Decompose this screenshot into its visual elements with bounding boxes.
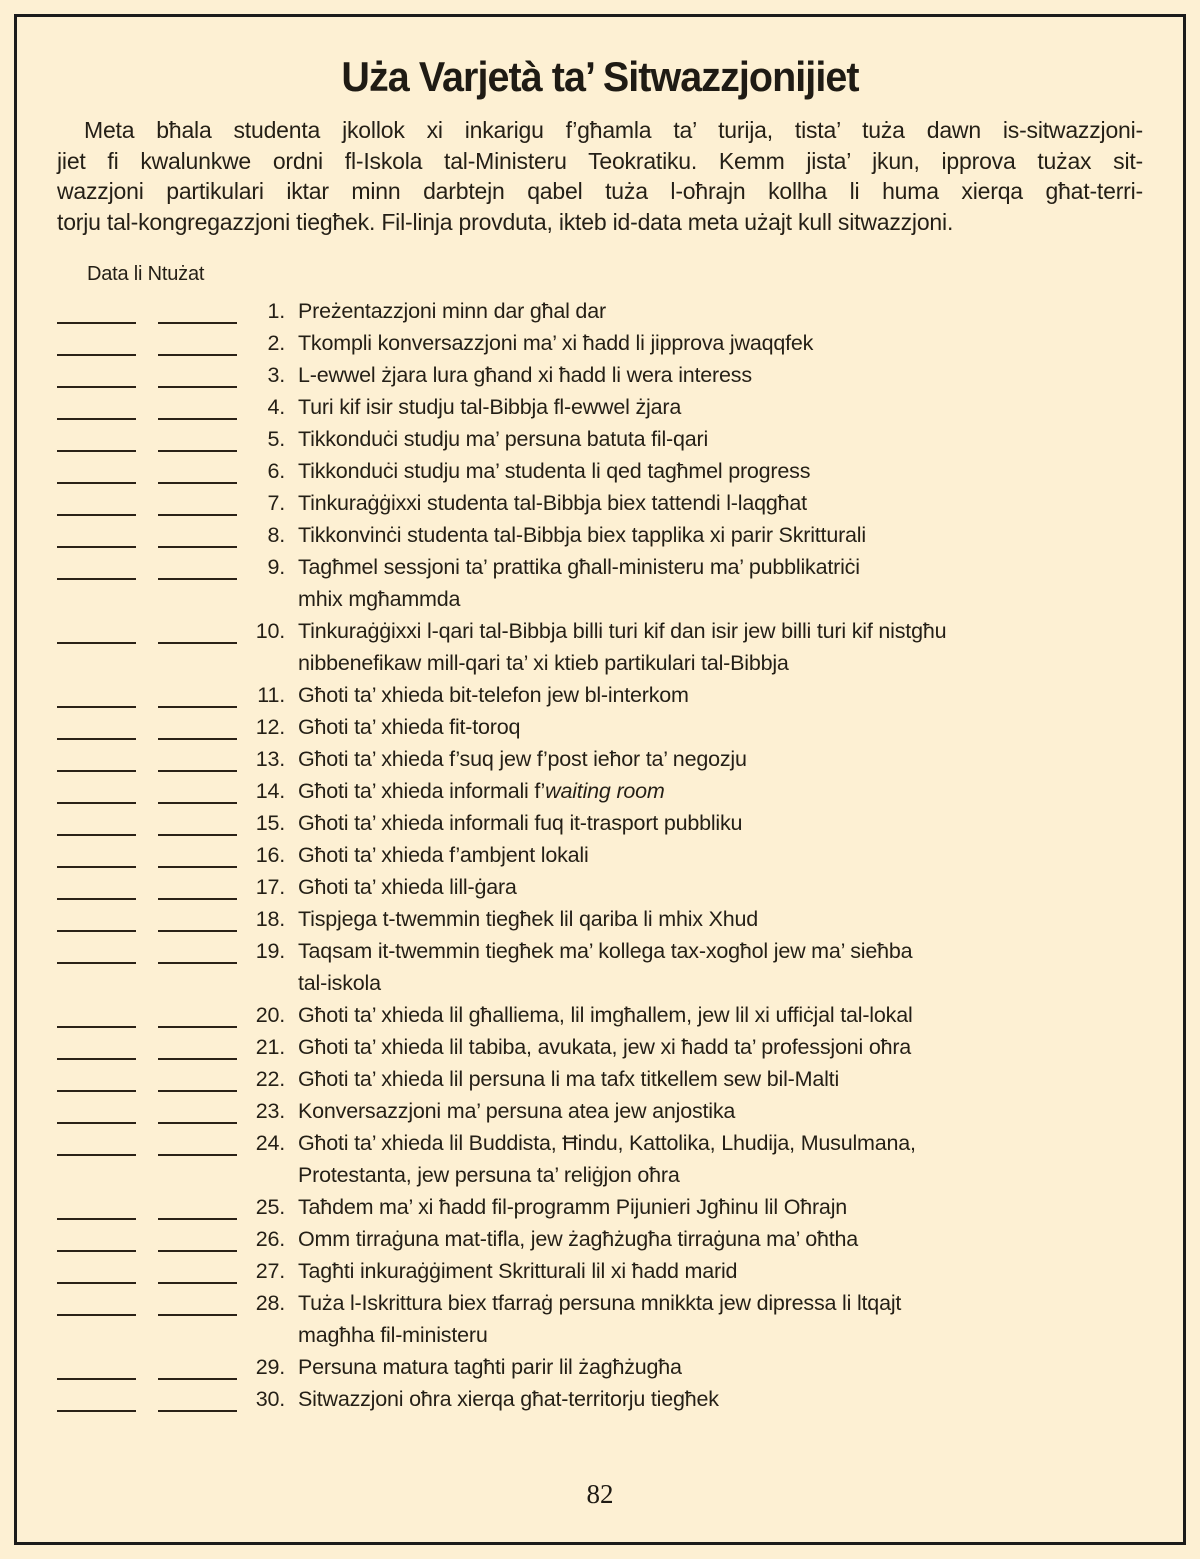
date-blanks: [57, 519, 237, 548]
item-number: 25.: [255, 1195, 285, 1219]
date-blank-line-1[interactable]: [57, 1095, 136, 1124]
date-blank-line-2[interactable]: [158, 295, 237, 324]
date-blank-line-2[interactable]: [158, 871, 237, 900]
date-blank-line-1[interactable]: [57, 1255, 136, 1284]
date-blank-line-2[interactable]: [158, 711, 237, 740]
item-text-main: Għoti ta’ xhieda f’suq jew f’post ieħor ta’ negozju: [298, 747, 747, 771]
situations-list: [57, 295, 1143, 1415]
date-blanks: [57, 551, 237, 580]
list-item: [57, 455, 1143, 487]
item-number: 20.: [255, 1003, 285, 1027]
date-blanks: [57, 391, 237, 420]
date-blank-line-2[interactable]: [158, 1351, 237, 1380]
date-blanks: [57, 775, 237, 804]
list-item: [57, 1095, 1143, 1127]
item-text-main: Għoti ta’ xhieda bit-telefon jew bl-interkom: [298, 683, 689, 707]
item-number: 17.: [255, 875, 285, 899]
item-number: 11.: [257, 683, 285, 707]
item-number: 29.: [255, 1355, 285, 1379]
date-blank-line-2[interactable]: [158, 935, 237, 964]
date-blank-line-1[interactable]: [57, 871, 136, 900]
intro-line: torju tal-kongregazzjoni tiegħek. Fil-linja provduta, ikteb id-data meta użajt kull sitwazzjoni.: [57, 208, 954, 235]
intro-line: wazzjoni partikulari iktar minn darbtejn qabel tuża l-oħrajn kollha li huma xierqa għat-terri-: [57, 178, 1143, 204]
item-text: [298, 359, 1143, 391]
list-item: [57, 839, 1143, 871]
item-text-continuation: magħha fil-ministeru: [298, 1323, 488, 1347]
item-text: [298, 423, 1143, 455]
item-text-main: Tinkuraġġixxi studenta tal-Bibbja biex tattendi l-laqgħat: [298, 491, 807, 515]
date-blanks: [57, 1287, 237, 1316]
list-item: [57, 1191, 1143, 1223]
item-number: 12.: [255, 715, 285, 739]
item-number: 22.: [255, 1067, 285, 1091]
page-border-frame: [14, 14, 1186, 1545]
date-blank-line-1[interactable]: [57, 1063, 136, 1092]
item-number: 26.: [255, 1227, 285, 1251]
date-blanks: [57, 743, 237, 772]
item-text-main: Omm tirraġuna mat-tifla, jew żagħżugħa tirraġuna ma’ oħtha: [298, 1227, 859, 1251]
item-number: 13.: [255, 747, 285, 771]
date-blank-line-2[interactable]: [158, 391, 237, 420]
date-blank-line-2[interactable]: [158, 615, 237, 644]
date-blank-line-2[interactable]: [158, 1095, 237, 1124]
date-blanks: [57, 999, 237, 1028]
list-item: [57, 327, 1143, 359]
date-blank-line-1[interactable]: [57, 679, 136, 708]
item-number: 15.: [255, 811, 285, 835]
date-blank-line-1[interactable]: [57, 391, 136, 420]
date-blank-line-2[interactable]: [158, 743, 237, 772]
column-header: Data li Ntużat: [87, 263, 205, 285]
item-number: 30.: [255, 1387, 285, 1411]
item-number: 5.: [267, 427, 285, 451]
date-blank-line-1[interactable]: [57, 1127, 136, 1156]
date-blanks: [57, 1031, 237, 1060]
date-blanks: [57, 1095, 237, 1124]
date-blank-line-1[interactable]: [57, 1383, 136, 1412]
item-text-main: Għoti ta’ xhieda lil għalliema, lil imgħallem, jew lil xi uffiċjal tal-lokal: [298, 1003, 913, 1027]
date-blank-line-1[interactable]: [57, 327, 136, 356]
item-text: [298, 295, 1143, 327]
list-item: [57, 871, 1143, 903]
item-text: [298, 807, 1143, 839]
date-blank-line-1[interactable]: [57, 519, 136, 548]
date-blank-line-2[interactable]: [158, 487, 237, 516]
date-blank-line-1[interactable]: [57, 423, 136, 452]
date-blank-line-2[interactable]: [158, 839, 237, 868]
list-item: [57, 1127, 1143, 1191]
item-text: [298, 551, 1143, 615]
date-blanks: [57, 295, 237, 324]
list-item: [57, 295, 1143, 327]
item-text-continuation: nibbenefikaw mill-qari ta’ xi ktieb partikulari tal-Bibbja: [298, 651, 789, 675]
list-item: [57, 743, 1143, 775]
item-text-main: Taqsam it-twemmin tiegħek ma’ kollega tax-xogħol jew ma’ sieħba: [298, 939, 913, 963]
page-title: Uża Varjetà ta’ Sitwazzjonijiet: [341, 53, 859, 100]
date-blanks: [57, 839, 237, 868]
item-number: 3.: [267, 363, 285, 387]
date-blank-line-1[interactable]: [57, 295, 136, 324]
date-blanks: [57, 679, 237, 708]
item-text-main: Tagħti inkuraġġiment Skritturali lil xi ħadd marid: [298, 1259, 738, 1283]
date-blank-line-2[interactable]: [158, 1031, 237, 1060]
date-blank-line-2[interactable]: [158, 1127, 237, 1156]
date-blanks: [57, 1191, 237, 1220]
item-text: [298, 999, 1143, 1031]
item-text-main: Konversazzjoni ma’ persuna atea jew anjostika: [298, 1099, 736, 1123]
date-blank-line-2[interactable]: [158, 775, 237, 804]
item-text: [298, 1383, 1143, 1415]
date-blank-line-1[interactable]: [57, 711, 136, 740]
date-blank-line-1[interactable]: [57, 487, 136, 516]
item-text: [298, 327, 1143, 359]
date-blank-line-2[interactable]: [158, 359, 237, 388]
item-text: [298, 1255, 1143, 1287]
date-blank-line-2[interactable]: [158, 679, 237, 708]
date-blank-line-1[interactable]: [57, 1351, 136, 1380]
date-blanks: [57, 711, 237, 740]
intro-line: jiet fi kwalunkwe ordni fl-Iskola tal-Ministeru Teokratiku. Kemm jista’ jkun, ipprova tużax sit-: [57, 147, 1143, 174]
item-number: 18.: [255, 907, 285, 931]
item-text: [298, 455, 1143, 487]
list-item: [57, 1031, 1143, 1063]
item-number: 16.: [255, 843, 285, 867]
list-item: [57, 711, 1143, 743]
date-blanks: [57, 1255, 237, 1284]
date-blanks: [57, 455, 237, 484]
item-number: 24.: [255, 1131, 285, 1155]
item-text: [298, 615, 1143, 679]
item-text-main: Tkompli konversazzjoni ma’ xi ħadd li jipprova jwaqqfek: [298, 331, 814, 355]
list-item: [57, 1063, 1143, 1095]
date-blanks: [57, 871, 237, 900]
item-number: 1.: [267, 299, 285, 323]
item-number: 27.: [255, 1259, 285, 1283]
date-blanks: [57, 903, 237, 932]
item-text-main: Għoti ta’ xhieda lil Buddista, Ħindu, Kattolika, Lhudija, Musulmana,: [298, 1131, 916, 1155]
item-text: [298, 775, 1143, 807]
date-blank-line-1[interactable]: [57, 903, 136, 932]
item-text-main: Għoti ta’ xhieda fit-toroq: [298, 715, 521, 739]
list-item: [57, 1351, 1143, 1383]
list-item: [57, 1255, 1143, 1287]
item-text-continuation: tal-iskola: [298, 971, 381, 995]
item-text: [298, 1095, 1143, 1127]
date-blank-line-2[interactable]: [158, 519, 237, 548]
item-text-main: Preżentazzjoni minn dar għal dar: [298, 299, 606, 323]
date-blanks: [57, 1063, 237, 1092]
item-text-main: Tikkonduċi studju ma’ studenta li qed tagħmel progress: [298, 459, 811, 483]
item-text-main: Tispjega t-twemmin tiegħek lil qariba li mhix Xhud: [298, 907, 759, 931]
date-blanks: [57, 1383, 237, 1412]
item-text-main: Sitwazzjoni oħra xierqa għat-territorju tiegħek: [298, 1387, 719, 1411]
date-blank-line-1[interactable]: [57, 615, 136, 644]
date-blank-line-1[interactable]: [57, 839, 136, 868]
date-blank-line-2[interactable]: [158, 807, 237, 836]
item-text-main: Għoti ta’ xhieda f’ambjent lokali: [298, 843, 589, 867]
date-blanks: [57, 935, 237, 964]
item-text-main: Tuża l-Iskrittura biex tfarraġ persuna mnikkta jew dipressa li ltqajt: [298, 1291, 902, 1315]
item-number: 4.: [267, 395, 285, 419]
list-item: [57, 903, 1143, 935]
item-number: 28.: [255, 1291, 285, 1315]
list-item: [57, 807, 1143, 839]
list-item: [57, 999, 1143, 1031]
item-text-continuation: mhix mgħammda: [298, 587, 461, 611]
date-blanks: [57, 359, 237, 388]
list-item: [57, 391, 1143, 423]
date-blank-line-2[interactable]: [158, 1223, 237, 1252]
date-blank-line-1[interactable]: [57, 1287, 136, 1316]
date-blank-line-2[interactable]: [158, 903, 237, 932]
item-number: 2.: [267, 331, 285, 355]
date-blank-line-1[interactable]: [57, 999, 136, 1028]
item-text-main: Għoti ta’ xhieda informali fuq it-trasport pubbliku: [298, 811, 743, 835]
list-item: [57, 615, 1143, 679]
date-blanks: [57, 1127, 237, 1156]
date-blank-line-1[interactable]: [57, 935, 136, 964]
date-blank-line-2[interactable]: [158, 1255, 237, 1284]
item-text-main: Persuna matura tagħti parir lil żagħżugħa: [298, 1355, 682, 1379]
item-text-main: Tinkuraġġixxi l-qari tal-Bibbja billi turi kif dan isir jew billi turi kif nistgħu: [298, 619, 947, 643]
list-item: [57, 359, 1143, 391]
list-item: [57, 423, 1143, 455]
date-blank-line-2[interactable]: [158, 1287, 237, 1316]
item-text: [298, 391, 1143, 423]
item-text-main: Taħdem ma’ xi ħadd fil-programm Pijunieri Jgħinu lil Oħrajn: [298, 1195, 848, 1219]
date-blank-line-1[interactable]: [57, 807, 136, 836]
item-number: 9.: [267, 555, 285, 579]
item-text: [298, 935, 1143, 999]
list-item: [57, 1287, 1143, 1351]
item-text-main: Turi kif isir studju tal-Bibbja fl-ewwel żjara: [298, 395, 682, 419]
list-item: [57, 679, 1143, 711]
item-text: [298, 1031, 1143, 1063]
date-blanks: [57, 327, 237, 356]
item-text: [298, 1351, 1143, 1383]
item-text: [298, 1127, 1143, 1191]
item-number: 7.: [267, 491, 285, 515]
list-item: [57, 551, 1143, 615]
date-blanks: [57, 1223, 237, 1252]
date-blank-line-1[interactable]: [57, 743, 136, 772]
item-text-main: Għoti ta’ xhieda informali f’: [298, 779, 546, 803]
item-number: 8.: [267, 523, 285, 547]
list-item: [57, 519, 1143, 551]
item-text: [298, 1191, 1143, 1223]
item-text: [298, 519, 1143, 551]
date-blanks: [57, 1351, 237, 1380]
list-item: [57, 1383, 1143, 1415]
date-blank-line-2[interactable]: [158, 999, 237, 1028]
item-text-main: Tagħmel sessjoni ta’ prattika għall-ministeru ma’ pubblikatriċi: [298, 555, 860, 579]
item-text: [298, 1287, 1143, 1351]
item-text-italic: waiting room: [545, 779, 665, 803]
date-blank-line-1[interactable]: [57, 1031, 136, 1060]
item-number: 19.: [255, 939, 285, 963]
item-number: 14.: [255, 779, 285, 803]
item-text-continuation: Protestanta, jew persuna ta’ reliġjon oħra: [298, 1163, 680, 1187]
date-blank-line-1[interactable]: [57, 551, 136, 580]
date-blank-line-1[interactable]: [57, 1191, 136, 1220]
item-number: 21.: [255, 1035, 285, 1059]
item-text: [298, 839, 1143, 871]
list-item: [57, 487, 1143, 519]
item-text: [298, 711, 1143, 743]
date-blanks: [57, 487, 237, 516]
date-blank-line-2[interactable]: [158, 1191, 237, 1220]
item-text-main: L-ewwel żjara lura għand xi ħadd li wera interess: [298, 363, 752, 387]
list-item: [57, 775, 1143, 807]
date-blank-line-1[interactable]: [57, 359, 136, 388]
page-number: 82: [586, 1479, 614, 1509]
list-item: [57, 935, 1143, 999]
date-blank-line-1[interactable]: [57, 455, 136, 484]
list-item: [57, 1223, 1143, 1255]
item-number: 6.: [267, 459, 285, 483]
date-blanks: [57, 423, 237, 452]
item-text-main: Għoti ta’ xhieda lill-ġara: [298, 875, 517, 899]
intro-line: Meta bħala studenta jkollok xi inkarigu f’għamla ta’ turija, tista’ tuża dawn is-sitwazzjoni-: [84, 117, 1143, 143]
item-text: [298, 1063, 1143, 1095]
date-blank-line-2[interactable]: [158, 1383, 237, 1412]
item-number: 10.: [255, 619, 285, 643]
date-blank-line-2[interactable]: [158, 1063, 237, 1092]
item-text: [298, 903, 1143, 935]
item-number: 23.: [255, 1099, 285, 1123]
date-blank-line-1[interactable]: [57, 775, 136, 804]
date-blank-line-2[interactable]: [158, 551, 237, 580]
date-blank-line-2[interactable]: [158, 455, 237, 484]
intro-paragraph: [57, 115, 1143, 237]
date-blanks: [57, 615, 237, 644]
item-text: [298, 743, 1143, 775]
item-text-main: Għoti ta’ xhieda lil persuna li ma tafx titkellem sew bil-Malti: [298, 1067, 840, 1091]
date-blanks: [57, 807, 237, 836]
item-text-main: Għoti ta’ xhieda lil tabiba, avukata, jew xi ħadd ta’ professjoni oħra: [298, 1035, 912, 1059]
item-text: [298, 679, 1143, 711]
date-blank-line-2[interactable]: [158, 423, 237, 452]
item-text-main: Tikkonvinċi studenta tal-Bibbja biex tapplika xi parir Skritturali: [298, 523, 866, 547]
date-blank-line-1[interactable]: [57, 1223, 136, 1252]
item-text: [298, 487, 1143, 519]
date-blank-line-2[interactable]: [158, 327, 237, 356]
item-text: [298, 871, 1143, 903]
item-text: [298, 1223, 1143, 1255]
item-text-main: Tikkonduċi studju ma’ persuna batuta fil-qari: [298, 427, 709, 451]
